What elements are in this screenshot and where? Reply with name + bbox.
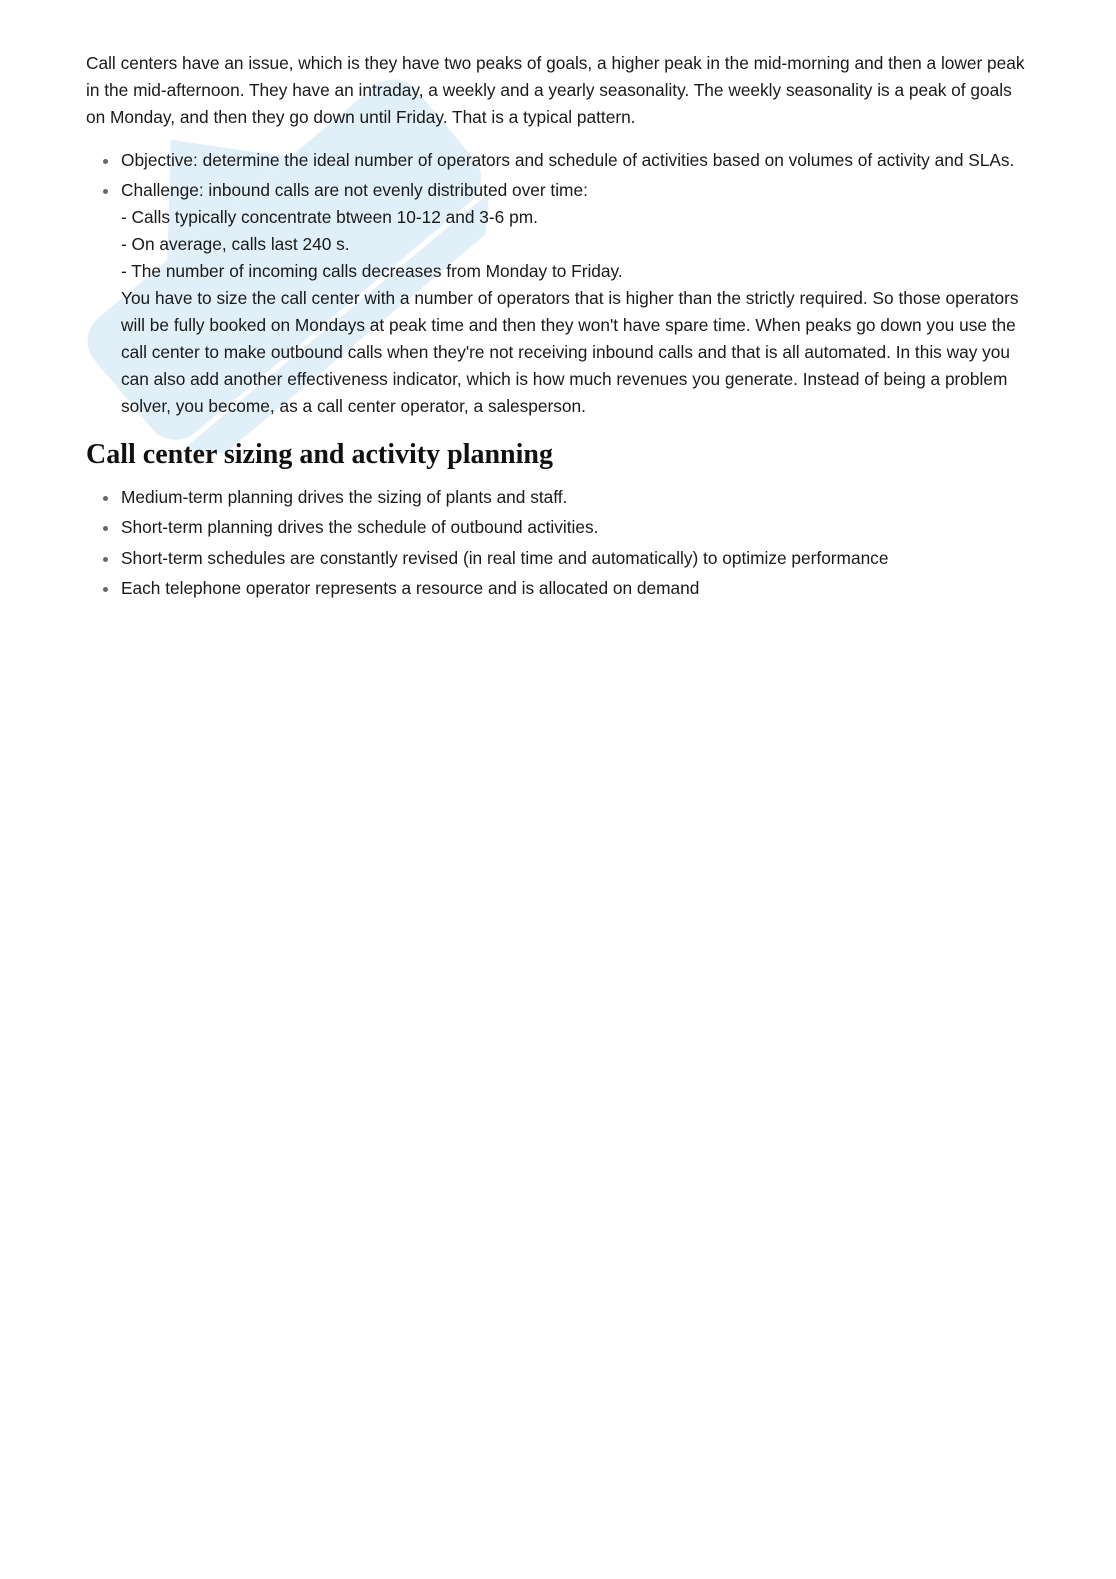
list-item xyxy=(86,545,1026,572)
list-item-text: Short-term planning drives the schedule of outbound activities. xyxy=(121,517,599,537)
section-heading: Call center sizing and activity planning xyxy=(86,439,553,470)
intro-paragraph: Call centers have an issue, which is they have two peaks of goals, a higher peak in the mid-morning and then a lower peak in the mid-afternoon. They have an intraday, a weekly and a yearly seasonality. The weekly seasonality is a peak of goals on Monday, and then they go down until Friday. That is a typical pattern. xyxy=(86,53,1025,127)
challenge-paragraph: You have to size the call center with a number of operators that is higher than the strictly required. So those operators will be fully booked on Mondays at peak time and then they won't have spare time. When peaks go down you use the call center to make outbound calls when they're not receiving inbound calls and that is all automated. In this way you can also add another effectiveness indicator, which is how much revenues you generate. Instead of being a problem solver, you become, as a call center operator, a salesperson. xyxy=(121,288,1019,416)
planning-list xyxy=(86,484,1026,602)
objective-challenge-list xyxy=(86,147,1026,420)
bullet-icon xyxy=(103,159,108,164)
list-item xyxy=(86,484,1026,511)
challenge-line-weekly: - The number of incoming calls decreases from Monday to Friday. xyxy=(121,261,623,281)
list-item-challenge xyxy=(86,177,1026,420)
list-item-text: Short-term schedules are constantly revised (in real time and automatically) to optimize performance xyxy=(121,548,889,568)
bullet-icon xyxy=(103,557,108,562)
bullet-icon xyxy=(103,189,108,194)
objective-text: Objective: determine the ideal number of operators and schedule of activities based on volumes of activity and SLAs. xyxy=(121,150,1015,170)
bullet-icon xyxy=(103,587,108,592)
bullet-icon xyxy=(103,526,108,531)
list-item-text: Each telephone operator represents a resource and is allocated on demand xyxy=(121,578,700,598)
challenge-line-duration: - On average, calls last 240 s. xyxy=(121,234,350,254)
list-item-objective xyxy=(86,147,1026,174)
document-page xyxy=(86,50,1026,605)
list-item-text: Medium-term planning drives the sizing of plants and staff. xyxy=(121,487,568,507)
challenge-line-peaks: - Calls typically concentrate btween 10-12 and 3-6 pm. xyxy=(121,207,538,227)
list-item xyxy=(86,514,1026,541)
challenge-title: Challenge: inbound calls are not evenly distributed over time: xyxy=(121,180,588,200)
bullet-icon xyxy=(103,496,108,501)
list-item xyxy=(86,575,1026,602)
